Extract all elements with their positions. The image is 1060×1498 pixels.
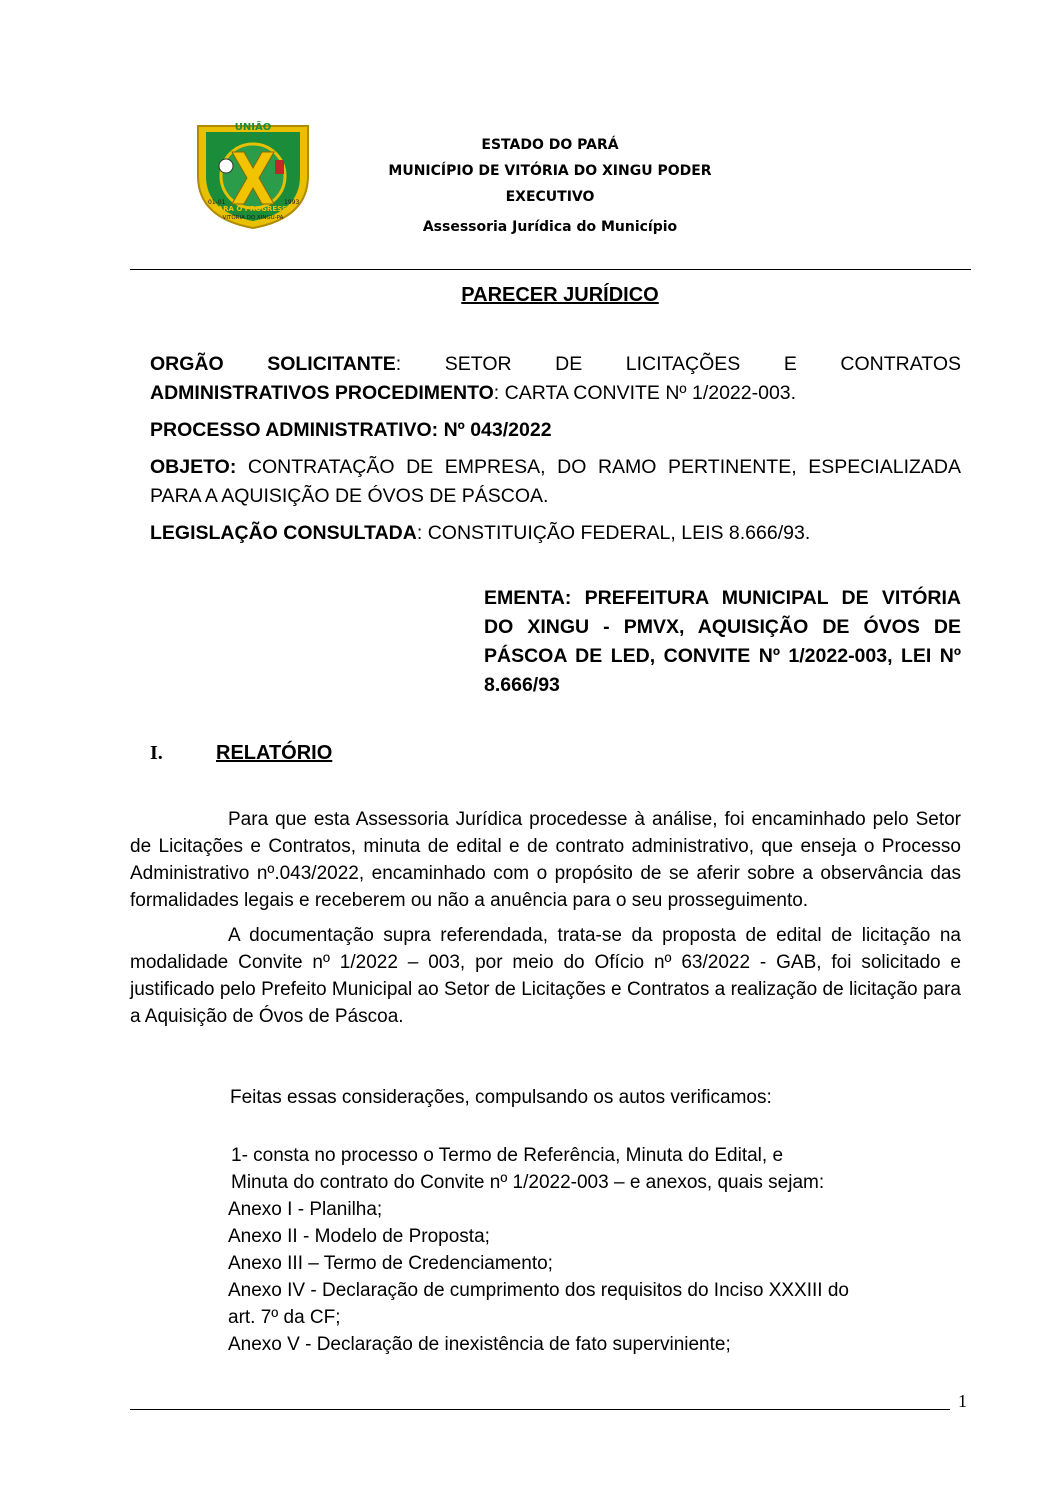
ementa-block: EMENTA: PREFEITURA MUNICIPAL DE VITÓRIA DO XINGU - PMVX, AQUISIÇÃO DE ÓVOS DE PÁSCOA DE LED, CONVITE Nº 1/2022-003, LEI Nº 8.666/93 [484,587,961,696]
header-municipality: MUNICÍPIO DE VITÓRIA DO XINGU PODER [388,163,712,179]
procedimento-label: ADMINISTRATIVOS PROCEDIMENTO [150,382,494,404]
footer-divider [130,1409,950,1410]
paragraph-2: A documentação supra referendada, trata-se da proposta de edital de licitação na modalidade Convite nº 1/2022 – 003, por meio do Ofício nº 63/2022 - GAB, foi solicitado e justificado pelo Prefeito Municipal ao Setor de Licitações e Contratos a realização de licitação para a Aquisição de Óvos de Páscoa. [130,925,961,1027]
procedimento-line [150,379,961,408]
page-title: PARECER JURÍDICO [461,284,659,306]
list-item: Minuta do contrato do Convite nº 1/2022-003 – e anexos, quais sejam: [231,1172,825,1193]
section-title: RELATÓRIO [216,742,333,764]
seal-ring-bottom-text: VITÓRIA DO XINGU-PA [222,215,284,221]
considerations-text: Feitas essas considerações, compulsando os autos verificamos: [230,1087,772,1108]
list-item: Anexo II - Modelo de Proposta; [228,1226,490,1247]
municipal-seal-logo [188,118,318,230]
list-item: Anexo III – Termo de Credenciamento; [228,1253,553,1274]
header-executive: EXECUTIVO [505,189,595,205]
objeto-line [150,453,961,511]
legislacao-value: : CONSTITUIÇÃO FEDERAL, LEIS 8.666/93. [416,522,811,544]
objeto-label: OBJETO: [150,456,237,478]
orgao-value: : SETOR DE LICITAÇÕES E CONTRATOS [395,353,961,375]
page-number: 1 [958,1391,967,1411]
processo-line: PROCESSO ADMINISTRATIVO: Nº 043/2022 [150,419,552,441]
paragraph-1: Para que esta Assessoria Jurídica procedesse à análise, foi encaminhado pelo Setor de Licitações e Contratos, minuta de edital e de contrato administrativo, que enseja o Processo Administrativo nº.043/2022, encaminhado com o propósito de se aferir sobre a observância das formalidades legais e receberem ou não a anuência para o seu prosseguimento. [130,809,961,911]
legislacao-label: LEGISLAÇÃO CONSULTADA [150,522,417,544]
section-number: I. [150,742,163,764]
annex-list [228,1142,849,1358]
seal-year-left: 01-01 [208,199,226,206]
list-item: 1- consta no processo o Termo de Referência, Minuta do Edital, e [231,1145,784,1166]
header-divider [130,269,971,270]
seal-year-right: 1993 [284,199,300,206]
body-text [130,806,961,1030]
header-department: Assessoria Jurídica do Município [422,219,678,235]
list-item: Anexo V - Declaração de inexistência de fato superviniente; [228,1334,731,1355]
header-state: ESTADO DO PARÁ [481,137,619,153]
letterhead [360,132,740,240]
procedimento-value: : CARTA CONVITE Nº 1/2022-003. [493,382,797,404]
seal-ring-left-text: PARA O PROGRESSO [213,205,293,213]
orgao-label: ORGÃO SOLICITANTE [150,353,396,375]
legislacao-line [150,519,961,548]
list-item: art. 7º da CF; [228,1307,341,1328]
request-fields [150,350,961,548]
list-item: Anexo IV - Declaração de cumprimento dos requisitos do Inciso XXXIII do [228,1280,849,1301]
orgao-line [150,350,961,379]
seal-ring-top-text: UNIÃO [234,122,272,133]
list-item: Anexo I - Planilha; [228,1199,383,1220]
objeto-value: CONTRATAÇÃO DE EMPRESA, DO RAMO PERTINENTE, ESPECIALIZADA PARA A AQUISIÇÃO DE ÓVOS DE PÁSCOA. [150,456,961,507]
